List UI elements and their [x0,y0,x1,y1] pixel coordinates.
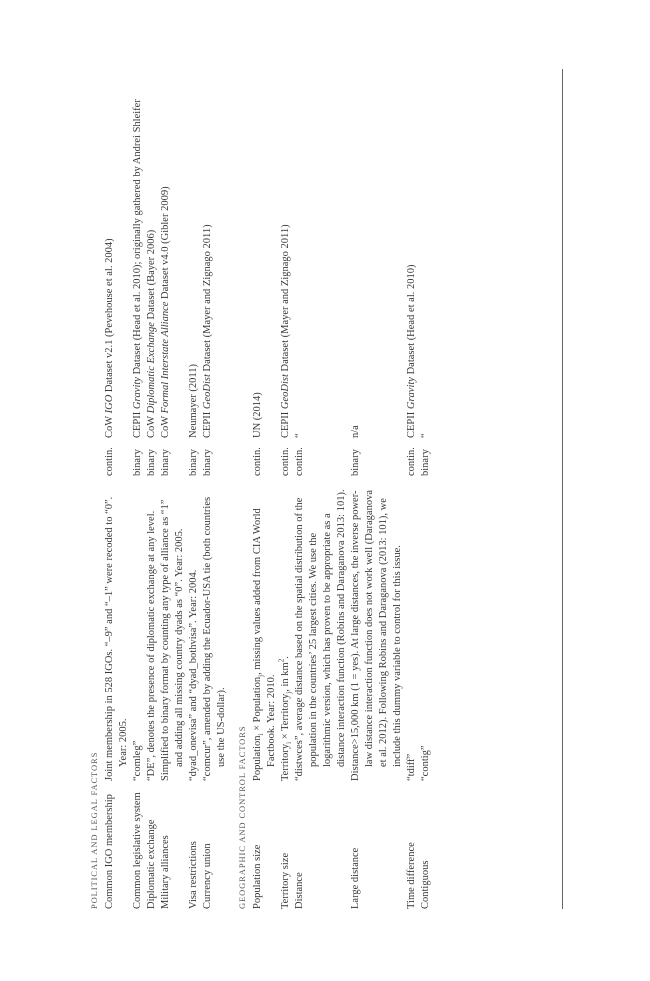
table-row [159,69,187,909]
variable-source: CoW Formal Interstate Alliance Dataset v4.0 (Gibler 2009) [160,186,171,438]
variable-type: contin. [104,447,115,476]
variable-description: “tdiff” [406,753,417,781]
variable-type: binary [160,449,171,476]
variable-type: contin. [406,447,417,476]
table-row [201,69,229,909]
table-row [349,69,405,909]
variable-type: contin. [252,447,263,476]
variable-name: Common IGO membership [104,794,115,909]
variable-name: Visa restrictions [188,841,199,909]
table-row [131,69,145,909]
variable-source: CEPII Gravity Dataset (Head et al. 2010) [406,264,417,438]
table-row [279,69,293,909]
variable-description: “comleg” [132,740,143,781]
variable-description: Territory$_i$ × Territory$_j$, in $km^2$. [277,656,294,781]
variable-description: Distance>15,000 km (1 = yes). At large distances, the inverse power-law distance interaction function does not work well (Daraganova et al. 2012). Following Robins and Daraganova (2013: 101), we include this dummy variable to control for this issue. [350,490,403,781]
variable-type: contin. [280,447,291,476]
table-bottom-rule [562,69,563,909]
variable-description: “contig” [420,745,431,781]
variable-type: binary [202,449,213,476]
section-heading-geographic: GEOGRAPHIC AND CONTROL FACTORS [237,725,247,909]
variable-name: Territory size [280,852,291,909]
variable-name: Diplomatic exchange [146,819,157,909]
variable-description: “dyad_onevisa” and “dyad_bothvisa”. Year: 2004. [188,569,199,781]
table-row [419,69,433,909]
table-row [405,69,419,909]
variable-source: CEPII Gravity Dataset (Head et al. 2010); originally gathered by Andrei Shleifer [132,99,143,438]
table-row [251,69,279,909]
table-row [103,69,131,909]
variable-type: contin. [294,447,305,476]
variable-description: “comcur”, amended by adding the Ecuador-USA tie (both countries use the US-dollar). [202,496,227,781]
table-row [293,69,349,909]
variable-type: binary [146,449,157,476]
variable-type: binary [420,449,431,476]
variable-description: Joint membership in 528 IGOs. “–9” and “–1” were recoded to “0”. Year: 2005. [104,496,129,781]
variable-name: Time difference [406,842,417,909]
variable-name: Currency union [202,843,213,909]
table-row [187,69,201,909]
variable-source: CEPII GeoDist Dataset (Mayer and Zignago 2011) [202,224,213,438]
variable-source: CoW IGO Dataset v2.1 (Pevehouse et al. 2004) [104,238,115,438]
variable-source: CEPII GeoDist Dataset (Mayer and Zignago 2011) [280,224,291,438]
variable-source: CoW Diplomatic Exchange Dataset (Bayer 2006) [146,229,157,438]
variable-name: Contiguous [420,860,431,909]
variable-type: binary [132,449,143,476]
variable-source: Neumayer (2011) [188,364,199,438]
variable-name: Distance [294,872,305,909]
variable-source: UN (2014) [252,392,263,438]
variable-name: Population size [252,844,263,909]
variable-source: “ [420,433,431,438]
variable-source: “ [294,433,305,438]
variable-description: “distwces”, average distance based on the spatial distribution of the population in the countries’ 25 largest cities. We use the logarithmic version, which has proven to be appropriate as a distance interaction function (Robins and Daraganova 2013: 101). [294,489,347,781]
variable-name: Common legislative system [132,792,143,909]
variable-name: Large distance [350,847,361,909]
variable-type: binary [188,449,199,476]
variable-description: Simplified to binary format by counting any type of alliance as “1” and adding all missing country dyads as “0”. Year: 2005. [160,499,185,781]
variable-description: “DE”, denotes the presence of diplomatic exchange at any level. [146,510,157,781]
table-row [145,69,159,909]
data-sources-table [85,69,433,909]
section-heading-political: POLITICAL AND LEGAL FACTORS [89,751,99,909]
variable-type: binary [350,449,361,476]
variable-source: n/a [350,425,361,438]
variable-description: Population$_i$ × Population$_j$, missing values added from CIA World Factbook. Year: 2010. [252,508,277,781]
variable-name: Military alliances [160,835,171,909]
